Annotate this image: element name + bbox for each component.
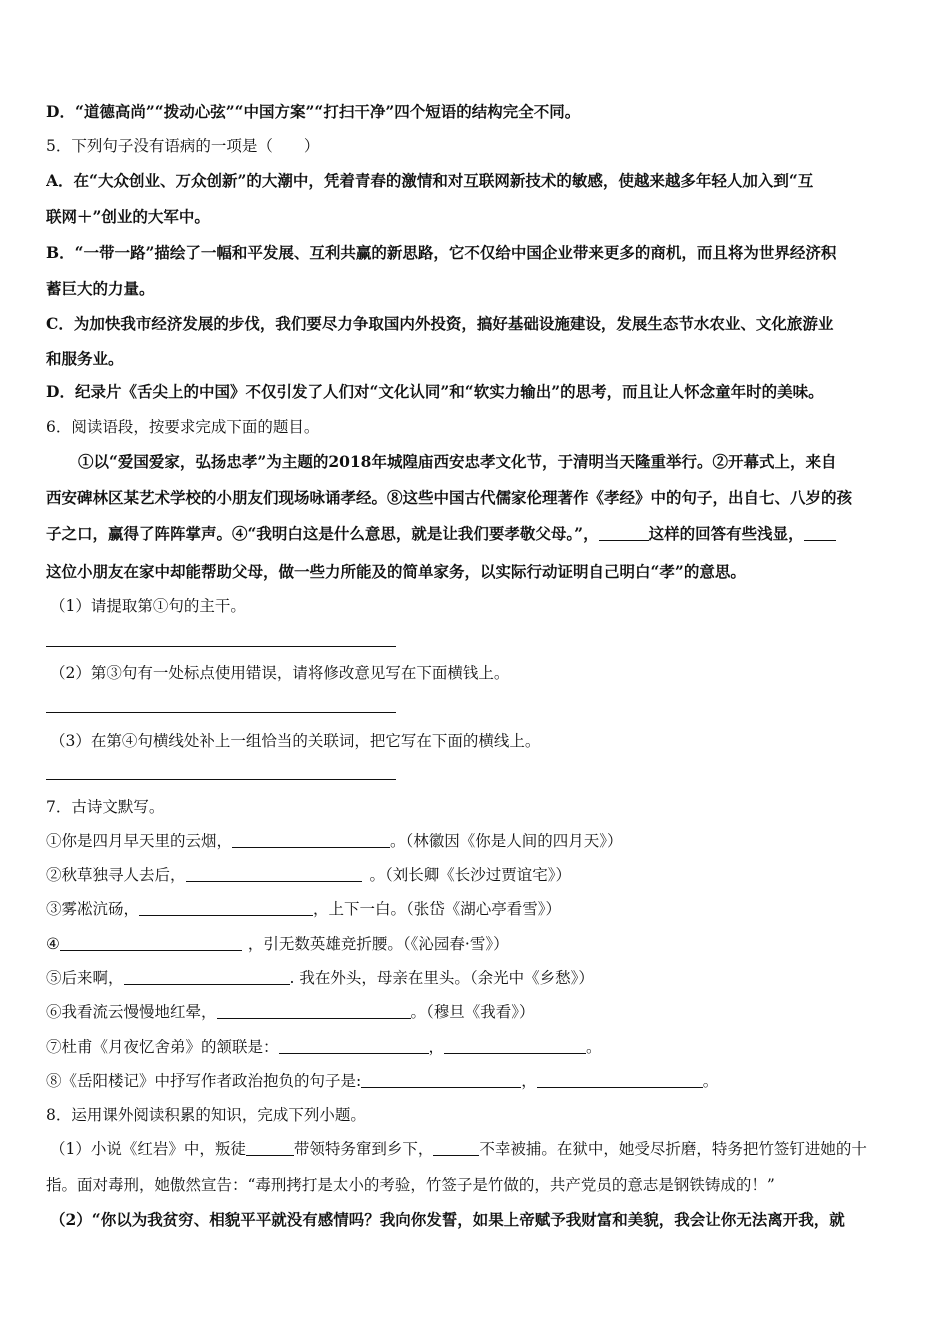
q6-conjunction-blank-2[interactable]: [804, 524, 836, 541]
q5-option-a-line2: 联网＋”创业的大军中。: [46, 207, 210, 226]
q7-item-7-text: ⑦杜甫《月夜忆舍弟》的颔联是：: [46, 1038, 279, 1056]
q8-sub1-text-2: 带领特务窜到乡下，: [293, 1140, 434, 1158]
q5-option-c-line2: 和服务业。: [46, 349, 124, 368]
q7-item-2-source: 。（刘长卿《长沙过贾谊宅》）: [369, 866, 572, 884]
q7-item-1-text: ①你是四月早天里的云烟，: [46, 832, 233, 850]
q7-item-5-source: . 我在外头，母亲在里头。（余光中《乡愁》）: [289, 969, 594, 987]
q4-option-d: D．“道德高尚”“拨动心弦”“中国方案”“打扫干净”四个短语的结构完全不同。: [46, 102, 581, 121]
q7-item-8-sep: ，: [521, 1072, 537, 1090]
q5-option-d: D．纪录片《舌尖上的中国》不仅引发了人们对“文化认同”和“软实力输出”的思考，而且让人怀念童年时的美味。: [46, 382, 824, 401]
q7-stem: 7．古诗文默写。: [46, 798, 165, 816]
q7-item-3-source: ，上下一白。（张岱《湖心亭看雪》）: [313, 900, 562, 918]
q7-item-6-blank[interactable]: [217, 1002, 411, 1019]
q6-passage-line3: [46, 523, 906, 545]
q6-passage-line3-start: 子之口，赢得了阵阵掌声。④“我明白这是什么意思，就是让我们要孝敬父母。”，: [46, 524, 599, 543]
q7-item-4-blank[interactable]: [60, 934, 242, 951]
q8-stem: 8．运用课外阅读积累的知识，完成下列小题。: [46, 1106, 366, 1124]
q6-stem: 6．阅读语段，按要求完成下面的题目。: [46, 418, 320, 436]
q7-item-2-text: ②秋草独寻人去后，: [46, 866, 186, 884]
q7-item-8: [46, 1070, 906, 1092]
q7-item-7-blank-2[interactable]: [444, 1037, 586, 1054]
q7-item-7-blank-1[interactable]: [279, 1037, 429, 1054]
q7-item-6: [46, 1001, 906, 1023]
q5-option-c-line1: C．为加快我市经济发展的步伐，我们要尽力争取国内外投资，搞好基础设施建设，发展生态节水农业、文化旅游业: [46, 314, 834, 333]
q8-traitor-blank[interactable]: [246, 1139, 294, 1156]
q7-item-7-sep: ，: [428, 1038, 445, 1056]
q7-item-5: [46, 967, 906, 989]
q7-item-3: [46, 898, 906, 920]
q7-item-4-source: ，引无数英雄竞折腰。（《沁园春·雪》）: [247, 935, 509, 953]
q8-sub1-text-3: 不幸被捕。在狱中，她受尽折磨，特务把竹签钉进她的十: [479, 1140, 867, 1158]
q6-answer-line-2[interactable]: [46, 712, 396, 713]
q7-item-1-source: 。（林徽因《你是人间的四月天》）: [390, 832, 623, 850]
q7-item-8-end: 。: [702, 1072, 719, 1090]
q6-passage-line3-end: 这样的回答有些浅显，: [648, 524, 804, 543]
q7-item-6-text: ⑥我看流云慢慢地红晕，: [46, 1003, 217, 1021]
q7-item-3-text: ③雾凇沆砀，: [46, 900, 140, 918]
q8-sub1-line2: 指。面对毒刑，她傲然宣告：“毒刑拷打是太小的考验，竹签子是竹做的，共产党员的意志是钢铁铸成的！”: [46, 1176, 775, 1194]
q6-conjunction-blank-1[interactable]: [599, 524, 649, 541]
q7-item-5-blank[interactable]: [124, 968, 290, 985]
q7-item-1-blank[interactable]: [232, 831, 390, 848]
q5-option-b-line1: B．“一带一路”描绘了一幅和平发展、互利共赢的新思路，它不仅给中国企业带来更多的商机，而且将为世界经济积: [46, 243, 837, 262]
q7-item-1: [46, 830, 906, 852]
q6-passage-line4: 这位小朋友在家中却能帮助父母，做一些力所能及的简单家务，以实际行动证明自己明白“孝”的意思。: [46, 562, 746, 581]
q7-item-6-source: 。（穆旦《我看》）: [410, 1003, 535, 1021]
q8-sub1-line1: [50, 1138, 906, 1160]
q7-item-2-blank[interactable]: [186, 865, 362, 882]
q5-stem: 5．下列句子没有语病的一项是（ ）: [46, 137, 320, 155]
q7-item-4: [46, 933, 906, 955]
q7-item-7-end: 。: [586, 1038, 602, 1056]
q8-captured-blank[interactable]: [433, 1139, 479, 1156]
q6-sub3: （3）在第④句横线处补上一组恰当的关联词，把它写在下面的横线上。: [50, 732, 541, 750]
q7-item-8-text: ⑧《岳阳楼记》中抒写作者政治抱负的句子是:: [46, 1072, 362, 1090]
q7-item-8-blank-1[interactable]: [361, 1071, 521, 1088]
q7-item-3-blank[interactable]: [139, 899, 313, 916]
q5-option-b-line2: 蓄巨大的力量。: [46, 279, 155, 298]
q7-item-4-text: ④: [46, 935, 60, 953]
q7-item-5-text: ⑤后来啊，: [46, 969, 124, 987]
q6-sub1: （1）请提取第①句的主干。: [50, 597, 246, 615]
q6-passage-line2: 西安碑林区某艺术学校的小朋友们现场咏诵孝经。⑧这些中国古代儒家伦理著作《孝经》中的句子，出自七、八岁的孩: [46, 488, 853, 507]
q6-answer-line-3[interactable]: [46, 779, 396, 780]
q8-sub2: （2）“你以为我贫穷、相貌平平就没有感情吗？我向你发誓，如果上帝赋予我财富和美貌，我会让你无法离开我，就: [50, 1210, 845, 1229]
q7-item-7: [46, 1036, 906, 1058]
q7-item-8-blank-2[interactable]: [537, 1071, 703, 1088]
q6-passage-line1: ①以“爱国爱家，弘扬忠孝”为主题的2018年城隍庙西安忠孝文化节，于清明当天隆重举行。②开幕式上，来自: [78, 452, 837, 471]
q7-item-2: [46, 864, 906, 886]
q6-answer-line-1[interactable]: [46, 646, 396, 647]
q5-option-a-line1: A．在“大众创业、万众创新”的大潮中，凭着青春的激情和对互联网新技术的敏感，使越来越多年轻人加入到“互: [46, 171, 814, 190]
q8-sub1-text-1: （1）小说《红岩》中，叛徒: [50, 1140, 246, 1158]
q6-sub2: （2）第③句有一处标点使用错误，请将修改意见写在下面横钱上。: [50, 664, 510, 682]
